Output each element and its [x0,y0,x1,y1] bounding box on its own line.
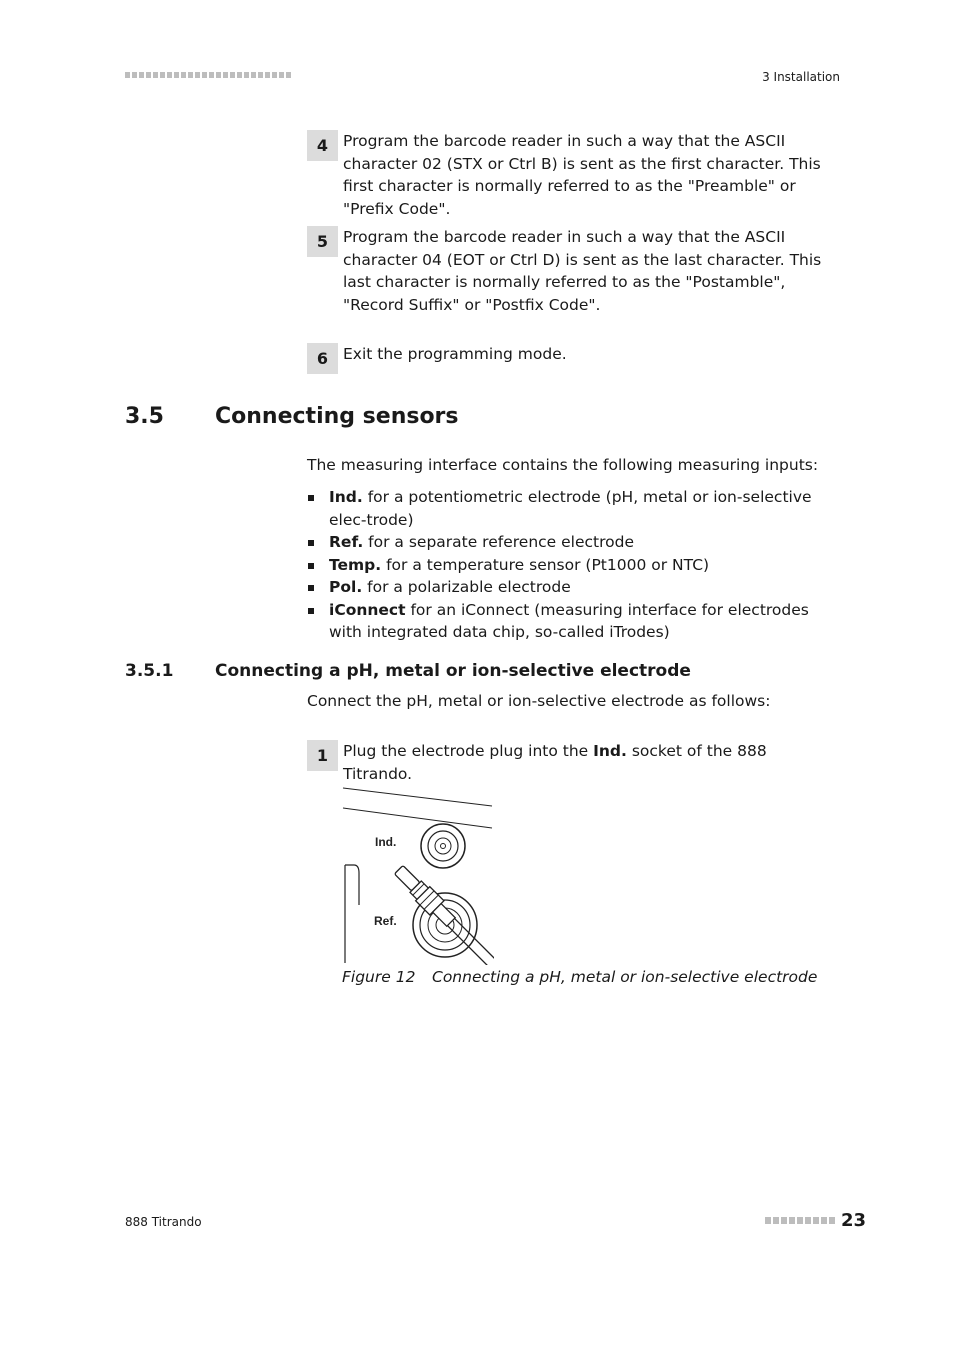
figure-electrode-illustration [342,783,494,969]
step-text: Program the barcode reader in such a way that the ASCII character 04 (EOT or Ctrl D) is sent as the last character. This last character is normally referred to as the "Postamble", "Record Suffix" or "Postfix Code". [343,228,822,314]
subsection-title: Connecting a pH, metal or ion-selective electrode [215,661,691,681]
step-number: 5 [307,226,338,257]
input-term: Ref. [329,533,364,551]
section-heading [125,404,459,429]
step-number: 6 [307,343,338,374]
step-text-pre: Plug the electrode plug into the [343,742,594,760]
section-title: Connecting sensors [215,404,459,429]
subsection-heading [125,661,691,681]
chapter-header: 3 Installation [762,70,840,84]
step-text [343,740,827,785]
input-desc: for an iConnect (measuring interface for electrodes with integrated data chip, so-called iTrodes) [329,600,809,641]
input-desc: for a separate reference electrode [363,533,634,551]
list-item [307,576,827,599]
step-text: Program the barcode reader in such a way that the ASCII character 02 (STX or Ctrl B) is sent as the first character. This first character is normally referred to as the "Preamble" or "Prefix Code". [343,132,821,218]
electrode-socket-drawing [342,783,494,965]
input-term: Ind. [329,488,363,506]
input-term: Temp. [329,555,382,574]
step-6 [307,343,827,374]
step-text: Exit the programming mode. [343,345,567,363]
section-number: 3.5 [125,404,164,429]
section-intro: The measuring interface contains the following measuring inputs: [307,456,819,474]
list-item [307,554,827,577]
inputs-list [307,486,827,644]
subsection-intro: Connect the pH, metal or ion-selective electrode as follows: [307,692,771,710]
figure-caption-text: Connecting a pH, metal or ion-selective electrode [432,968,818,986]
footer-product: 888 Titrando [125,1215,202,1229]
figure-caption [342,968,817,986]
socket-label-ref: Ref. [374,914,397,928]
step-text-bold: Ind. [593,742,627,760]
input-term: Pol. [329,578,363,596]
step-number: 4 [307,130,338,161]
input-desc: for a potentiometric electrode (pH, metal or ion-selective elec-trode) [329,488,812,529]
footer-page-block [765,1210,866,1231]
step-5 [307,226,827,316]
step-1 [307,740,827,785]
input-desc: for a temperature sensor (Pt1000 or NTC) [381,555,710,574]
subsection-number: 3.5.1 [125,661,174,681]
list-item [307,531,827,554]
figure-caption-label: Figure 12 [342,968,416,986]
input-desc: for a polarizable electrode [362,578,571,596]
list-item [307,486,827,531]
header-decoration [125,72,291,78]
footer-decoration [765,1217,835,1224]
list-item [307,599,827,644]
input-term: iConnect [329,600,406,619]
page-number: 23 [840,1210,866,1231]
step-4 [307,130,827,220]
socket-label-ind: Ind. [375,835,397,849]
step-text-post: socket of the 888 Titrando. [343,742,767,783]
step-number: 1 [307,740,338,771]
